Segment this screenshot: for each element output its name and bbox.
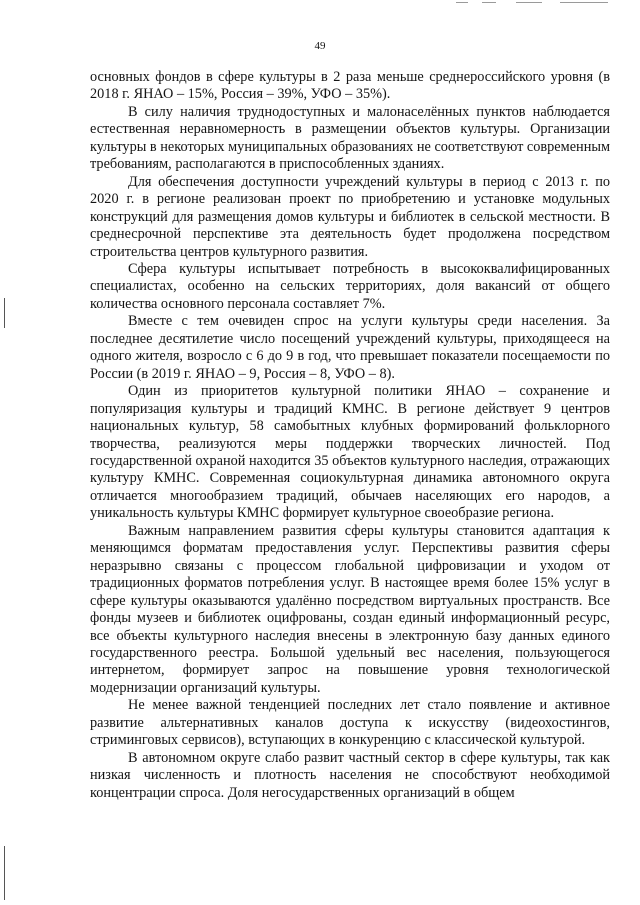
paragraph-kmns-priorities: Один из приоритетов культурной политики ЯНАО – сохранение и популяризация культуры и традиций КМНС. В регионе действует 9 центров национальных культур, 58 самобытных клубных формирований фольклорного творчества, реализуются меры поддержки творческих личностей. Под государственной охраной находится 35 объектов культурного наследия, отражающих культуру КМНС. Современная социокультурная динамика автономного округа отличается многообразием традиций, обычаев населяющих его народов, а уникальность культуры КМНС формирует культурное своеобразие региона. xyxy=(90,383,610,522)
scan-artifact-top-1 xyxy=(456,2,468,3)
scan-artifact-left-1 xyxy=(4,298,5,328)
paragraph-private-sector: В автономном округе слабо развит частный сектор в сфере культуры, так как низкая численность и плотность населения не способствуют необходимой концентрации спроса. Доля негосударственных организаций в общем xyxy=(90,749,610,801)
page-number: 49 xyxy=(314,40,326,52)
paragraph-digitalization: Важным направлением развития сферы культуры становится адаптация к меняющимся форматам предоставления услуг. Перспективы развития сферы неразрывно связаны с процессом глобальной цифровизации и уходом от традиционных форматов потребления услуг. В настоящее время более 15% услуг в сфере культуры оказываются удалённо посредством виртуальных пространств. Все фонды музеев и библиотек оцифрованы, создан единый информационный ресурс, все объекты культурного наследия внесены в электронную базу данных единого государственного реестра. Большой удельный вес населения, пользующегося интернетом, формирует запрос на повышение уровня технологической модернизации организаций культуры. xyxy=(90,522,610,696)
scan-artifact-left-2 xyxy=(4,846,5,900)
scan-artifact-top-4 xyxy=(560,2,608,3)
paragraph-modular-constructions: Для обеспечения доступности учреждений культуры в период с 2013 г. по 2020 г. в регионе реализован проект по приобретению и установке модульных конструкций для размещения домов культуры и библиотек в сельской местности. В среднесрочной перспективе эта деятельность будет продолжена посредством строительства центров культурного развития. xyxy=(90,173,610,260)
paragraph-culture-demand: Вместе с тем очевиден спрос на услуги культуры среди населения. За последнее десятилетие число посещений учреждений культуры, приходящееся на одного жителя, возросло с 6 до 9 в год, что превышает показатели посещаемости по России (в 2019 г. ЯНАО – 9, Россия – 8, УФО – 8). xyxy=(90,313,610,382)
scan-artifact-top-2 xyxy=(482,2,496,3)
scan-artifact-top-3 xyxy=(516,2,542,3)
paragraph-staff-demand: Сфера культуры испытывает потребность в высококвалифицированных специалистах, особенно на сельских территориях, доля вакансий от общего количества основного персонала составляет 7%. xyxy=(90,260,610,312)
paragraph-alternative-channels: Не менее важной тенденцией последних лет стало появление и активное развитие альтернативных каналов доступа к искусству (видеохостингов, стриминговых сервисов), вступающих в конкуренцию с классической культурой. xyxy=(90,697,610,749)
paragraph-fixed-assets: основных фондов в сфере культуры в 2 раза меньше среднероссийского уровня (в 2018 г. ЯНАО – 15%, Россия – 39%, УФО – 35%). xyxy=(90,69,610,103)
document-body xyxy=(90,69,610,802)
paragraph-uneven-distribution: В силу наличия труднодоступных и малонаселённых пунктов наблюдается естественная неравномерность в размещении объектов культуры. Организации культуры в некоторых муниципальных образованиях не соответствуют современным требованиям, располагаются в приспособленных зданиях. xyxy=(90,103,610,173)
